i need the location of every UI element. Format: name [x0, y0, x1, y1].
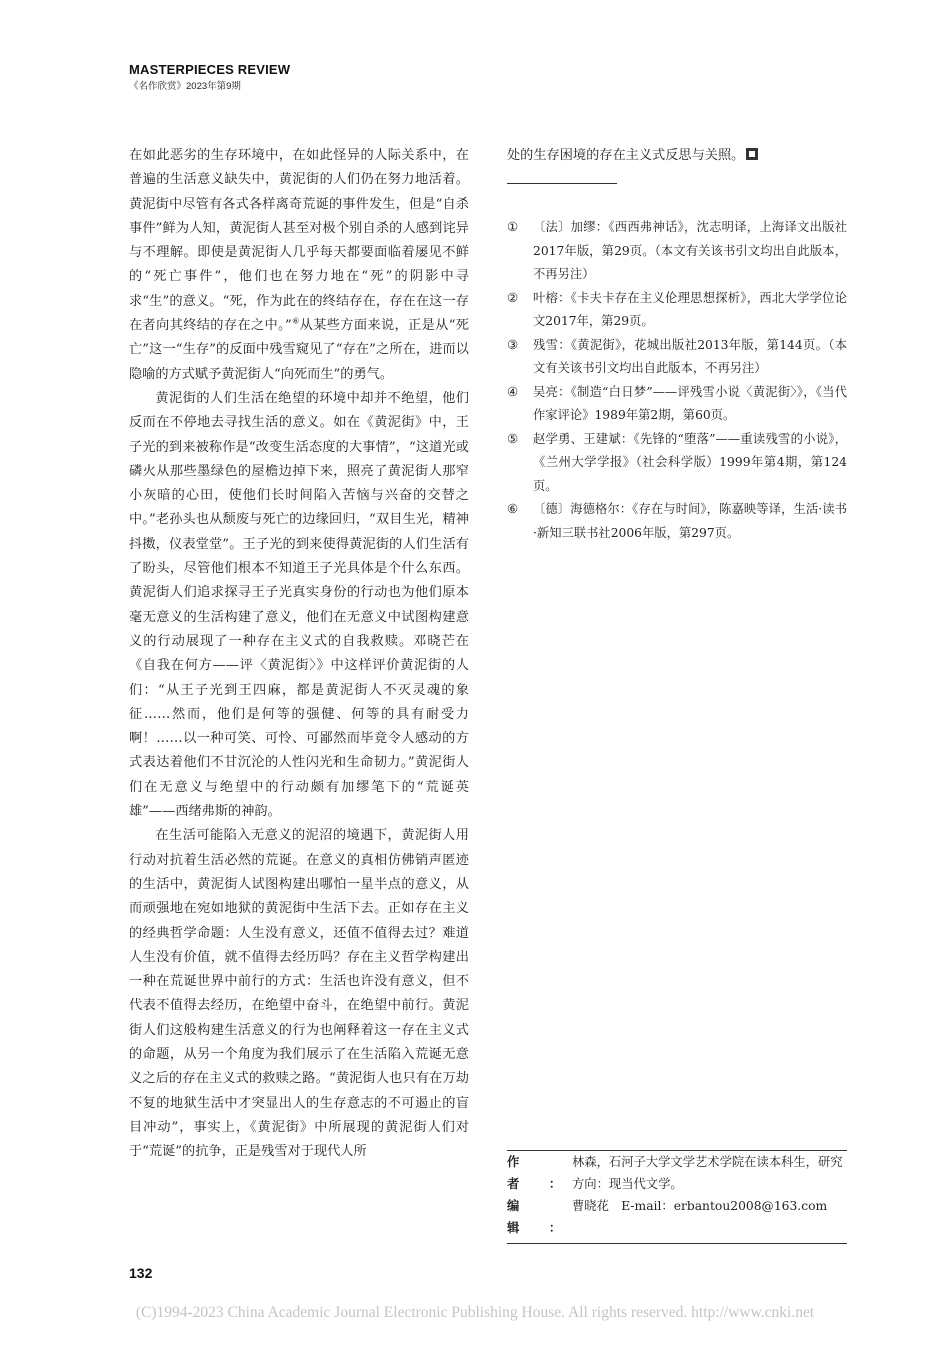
- editor-label: 编辑：: [507, 1198, 591, 1235]
- paragraph-1: [129, 144, 469, 387]
- footnote-number: ②: [507, 290, 519, 305]
- journal-issue: 《名作欣赏》2023年第9期: [129, 81, 241, 92]
- footnote: [507, 287, 847, 334]
- author-row: [507, 1151, 847, 1195]
- footnote-number: ④: [507, 384, 519, 399]
- right-column: [507, 144, 847, 168]
- footnote: [507, 428, 847, 499]
- footnote-text: 叶榕：《卡夫卡存在主义伦理思想探析》，西北大学学位论文2017年，第29页。: [533, 290, 847, 328]
- paragraph-1-rest: 从某些方面来说，正是从“死亡”这一“生存”的反面中残雪窥见了“存在”之所在，进而以隐喻的方式赋予黄泥街人“向死而生”的勇气。: [129, 318, 469, 382]
- footnote: [507, 216, 847, 287]
- footnote-text: 赵学勇、王建斌：《先锋的“堕落”——重读残雪的小说》，《兰州大学学报》（社会科学版）1999年第4期，第124页。: [533, 431, 847, 493]
- footnote-ref-6: ⑥: [291, 316, 300, 326]
- page-number: 132: [129, 1265, 153, 1281]
- notes-divider: [507, 183, 617, 184]
- editor-value: 曹晓花 E-mail：erbantou2008@163.com: [572, 1199, 828, 1213]
- journal-brand: MASTERPIECES REVIEW: [129, 62, 291, 77]
- footnote: [507, 334, 847, 381]
- journal-header: [129, 62, 290, 92]
- footnote-text: 残雪：《黄泥街》，花城出版社2013年版，第144页。（本文有关该书引文均出自此版本，不再另注）: [533, 337, 847, 375]
- footnote-number: ③: [507, 337, 519, 352]
- footnote-text: 吴亮：《制造“白日梦”——评残雪小说〈黄泥街〉》，《当代作家评论》1989年第2期，第60页。: [533, 384, 847, 422]
- continuation-text: 处的生存困境的存在主义式反思与关照。: [507, 148, 745, 163]
- author-info-box: [507, 1150, 847, 1244]
- author-value: 林森，石河子大学文学艺术学院在读本科生，研究方向：现当代文学。: [572, 1155, 843, 1191]
- paragraph-3: 在生活可能陷入无意义的泥沼的境遇下，黄泥街人用行动对抗着生活必然的荒诞。在意义的真相仿佛销声匿迹的生活中，黄泥街人试图构建出哪怕一星半点的意义，从而顽强地在宛如地狱的黄泥街中生活下去。正如存在主义的经典哲学命题：人生没有意义，还值不值得去过？难道人生没有价值，就不值得去经历吗？存在主义哲学构建出一种在荒诞世界中前行的方式：生活也许没有意义，但不代表不值得去经历，在绝望中奋斗，在绝望中前行。黄泥街人们这般构建生活意义的行为也阐释着这一存在主义式的命题，从另一个角度为我们展示了在生活陷入荒诞无意义之后的存在主义式的救赎之路。“黄泥街人也只有在万劫不复的地狱生活中才突显出人的生存意志的不可遏止的盲目冲动”，事实上，《黄泥街》中所展现的黄泥街人们对于“荒诞”的抗争，正是残雪对于现代人所: [129, 828, 469, 1160]
- editor-row: [507, 1195, 847, 1244]
- footnote: [507, 498, 847, 545]
- paragraph-1-text: 在如此恶劣的生存环境中，在如此怪异的人际关系中，在普遍的生活意义缺失中，黄泥街的人们仍在努力地活着。黄泥街中尽管有各式各样离奇荒诞的事件发生，但是“自杀事件”鲜为人知，黄泥街人甚至对极个别自杀的人感到诧异与不理解。即使是黄泥街人几乎每天都要面临着屡见不鲜的“死亡事件”，他们也在努力地在“死”的阴影中寻求“生”的意义。“死，作为此在的终结存在，存在在这一存在者向其终结的存在之中。”: [129, 148, 469, 334]
- paragraph-continuation: [507, 144, 847, 168]
- footnotes: [507, 216, 847, 545]
- copyright-footer: (C)1994-2023 China Academic Journal Electronic Publishing House. All rights reserved. http://www.cnki.net: [135, 1304, 815, 1321]
- end-mark-icon: [746, 148, 758, 160]
- footnote-number: ⑤: [507, 431, 519, 446]
- author-label: 作者：: [507, 1154, 591, 1191]
- footnote-number: ①: [507, 220, 519, 234]
- footnote: [507, 381, 847, 428]
- paragraph-2: 黄泥街的人们生活在绝望的环境中却并不绝望，他们反而在不停地去寻找生活的意义。如在《黄泥街》中，王子光的到来被称作是“改变生活态度的大事情”，“这道光或磷火从那些墨绿色的屋檐边掉下来，照亮了黄泥街人那窄小灰暗的心田，使他们长时间陷入苦恼与兴奋的交替之中。”老孙头也从颓废与死亡的边缘回归，“双目生光，精神抖擞，仪表堂堂”。王子光的到来使得黄泥街的人们生活有了盼头，尽管他们根本不知道王子光具体是个什么东西。黄泥街人们追求探寻王子光真实身份的行动也为他们原本毫无意义的生活构建了意义，他们在无意义中试图构建意义的行动展现了一种存在主义式的自我救赎。邓晓芒在《自我在何方——评〈黄泥街〉》中这样评价黄泥街的人们：“从王子光到王四麻，都是黄泥街人不灭灵魂的象征……然而，他们是何等的强健、何等的具有耐受力啊！……以一种可笑、可怜、可鄙然而毕竟令人感动的方式表达着他们不甘沉沦的人性闪光和生命韧力。”黄泥街人们在无意义与绝望中的行动颇有加缪笔下的“荒诞英雄”——西绪弗斯的神韵。: [129, 390, 469, 820]
- footnote-number: ⑥: [507, 502, 519, 516]
- footnote-text: 〔德〕海德格尔：《存在与时间》，陈嘉映等译，生活·读书·新知三联书社2006年版，第297页。: [533, 502, 847, 540]
- left-column: [129, 144, 469, 1164]
- footnote-text: 〔法〕加缪：《西西弗神话》，沈志明译，上海译文出版社2017年版，第29页。（本文有关该书引文均出自此版本，不再另注）: [533, 220, 847, 281]
